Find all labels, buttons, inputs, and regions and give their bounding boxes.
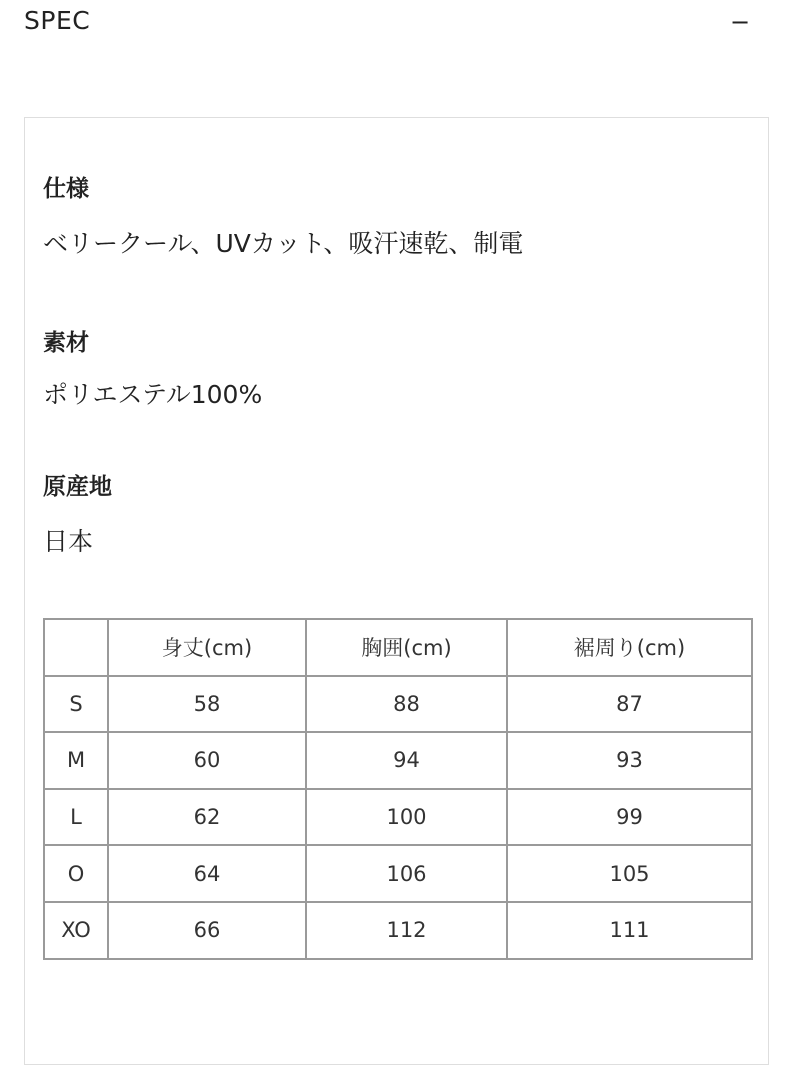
table-cell: 99 (507, 789, 752, 846)
table-row (44, 732, 752, 789)
table-header-cell: 胸囲(cm) (306, 619, 507, 676)
table-cell: S (44, 676, 108, 733)
table-header-cell (44, 619, 108, 676)
spec-section-header[interactable] (0, 0, 793, 56)
table-header-cell: 身丈(cm) (108, 619, 306, 676)
size-table (43, 618, 753, 960)
spec-value: ベリークール、UVカット、吸汗速乾、制電 (43, 229, 524, 258)
table-cell: 60 (108, 732, 306, 789)
table-cell: 87 (507, 676, 752, 733)
origin-label: 原産地 (43, 474, 112, 500)
table-header-row (44, 619, 752, 676)
table-row (44, 789, 752, 846)
spec-label: 仕様 (43, 176, 89, 202)
table-row (44, 845, 752, 902)
collapse-toggle-icon[interactable]: − (729, 8, 751, 36)
table-cell: M (44, 732, 108, 789)
table-cell: 106 (306, 845, 507, 902)
table-cell: 64 (108, 845, 306, 902)
table-cell: 111 (507, 902, 752, 959)
spec-panel (24, 117, 769, 1065)
table-cell: 93 (507, 732, 752, 789)
table-cell: 88 (306, 676, 507, 733)
table-cell: 94 (306, 732, 507, 789)
table-cell: O (44, 845, 108, 902)
table-cell: 58 (108, 676, 306, 733)
table-row (44, 902, 752, 959)
table-row (44, 676, 752, 733)
table-cell: 112 (306, 902, 507, 959)
material-value: ポリエステル100% (43, 380, 263, 409)
table-header-cell: 裾周り(cm) (507, 619, 752, 676)
table-cell: XO (44, 902, 108, 959)
table-cell: 100 (306, 789, 507, 846)
table-cell: L (44, 789, 108, 846)
origin-value: 日本 (43, 527, 94, 556)
material-label: 素材 (43, 330, 89, 356)
table-cell: 66 (108, 902, 306, 959)
table-cell: 105 (507, 845, 752, 902)
table-cell: 62 (108, 789, 306, 846)
section-title: SPEC (24, 6, 91, 35)
